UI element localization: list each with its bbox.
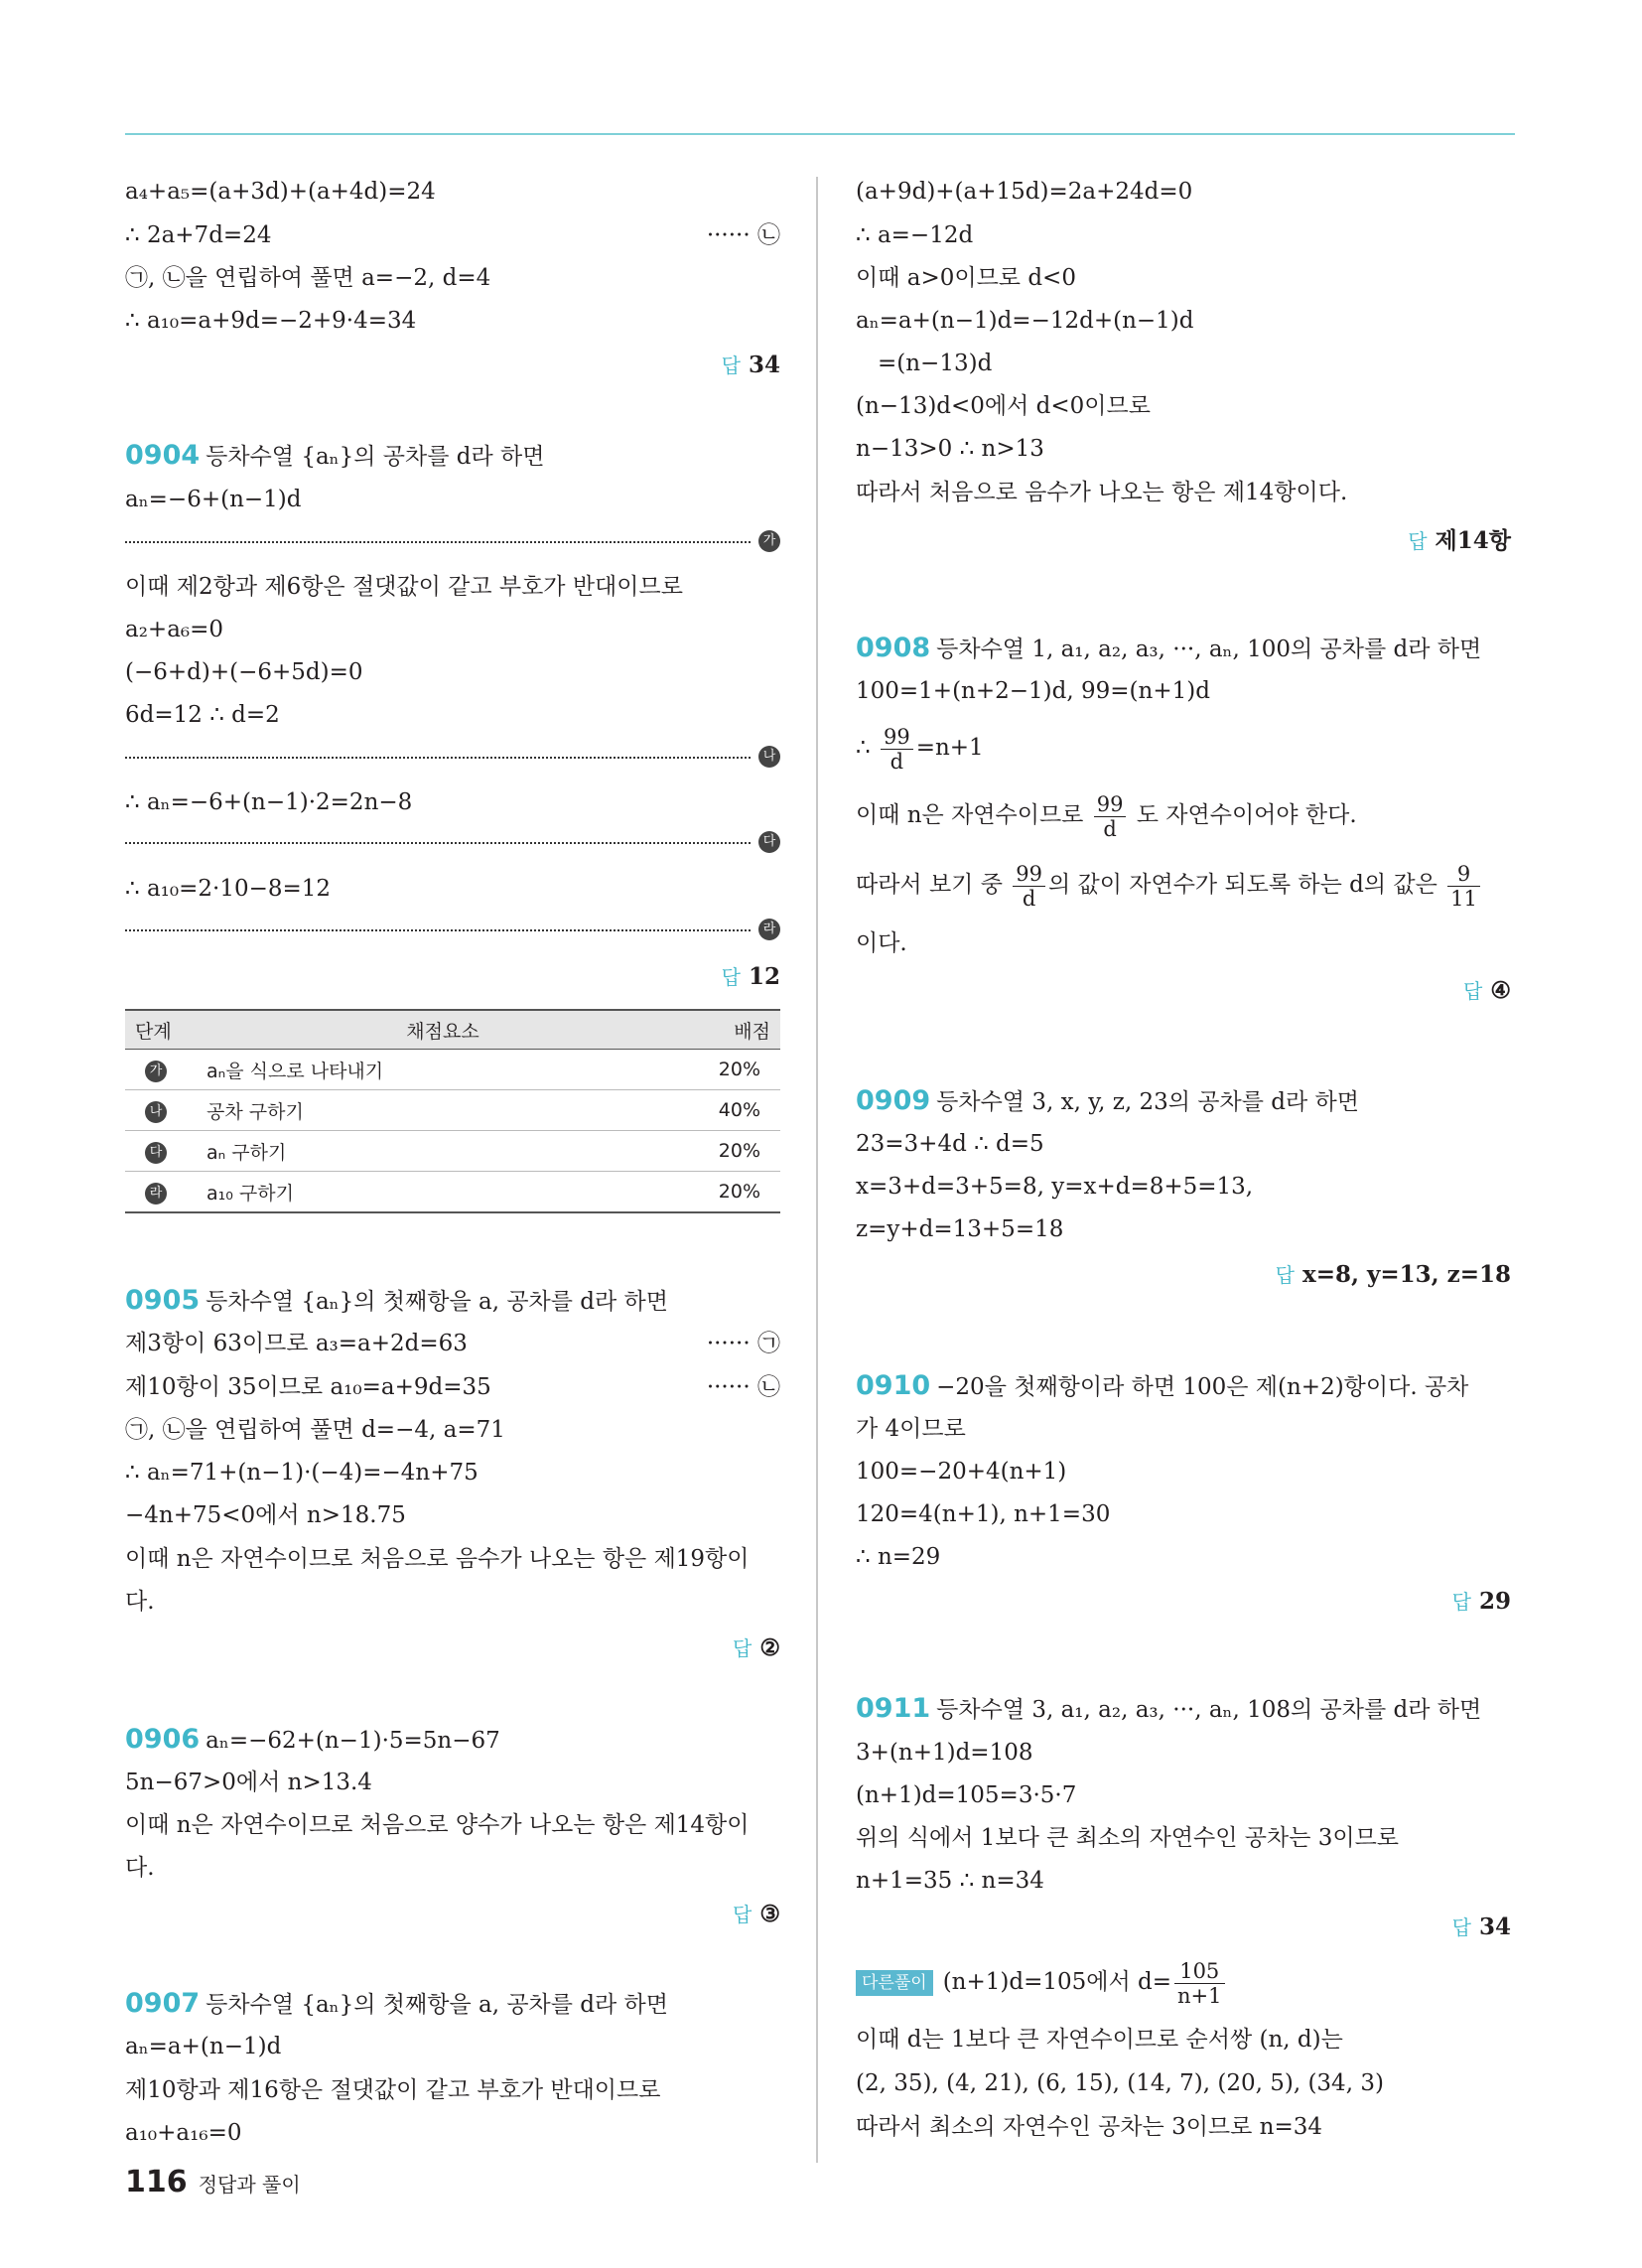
- problem-number: 0905: [125, 1285, 201, 1316]
- answer: [1452, 1586, 1511, 1615]
- text-line: n−13>0 ∴ n>13: [856, 436, 1044, 462]
- text-line: aₙ=a+(n−1)d: [125, 2034, 282, 2059]
- table-row: [125, 1090, 780, 1131]
- alt-solution-line: [856, 1956, 1511, 2008]
- text-line: 6d=12 ∴ d=2: [125, 702, 280, 728]
- text-line: 3+(n+1)d=108: [856, 1740, 1033, 1766]
- text: 등차수열 3, x, y, z, 23의 공차를 d라 하면: [936, 1089, 1359, 1115]
- text-line: 가 4이므로: [856, 1416, 966, 1442]
- column-divider: [816, 177, 818, 2163]
- alt-solution-badge: 다른풀이: [856, 1970, 933, 1996]
- therefore: ∴: [856, 735, 871, 761]
- fraction-denominator: d: [1103, 816, 1117, 841]
- fraction-numerator: 105: [1174, 1959, 1224, 1984]
- fraction-numerator: 99: [1013, 862, 1045, 887]
- problem-number: 0911: [856, 1693, 931, 1724]
- answer-value: 34: [1478, 1914, 1511, 1940]
- step-marker: 나: [758, 746, 780, 768]
- text-line: 5n−67>0에서 n>13.4: [125, 1770, 372, 1795]
- dotted-rule: [125, 757, 751, 759]
- answer-label: 답: [721, 965, 741, 989]
- fraction: [1447, 862, 1480, 911]
- answer: [722, 961, 780, 990]
- step-marker: 나: [145, 1101, 167, 1123]
- answer-label: 답: [721, 354, 741, 377]
- text-line: x=3+d=3+5=8, y=x+d=8+5=13,: [856, 1174, 1254, 1200]
- problem-number: 0908: [856, 633, 931, 663]
- text-line: 따라서 처음으로 음수가 나오는 항은 제14항이다.: [856, 480, 1348, 505]
- column-header: 배점: [680, 1010, 780, 1050]
- answer-value: 12: [748, 963, 780, 990]
- problem-0907-header: [125, 1989, 780, 2020]
- problem-number: 0909: [856, 1085, 931, 1116]
- text: 등차수열 1, a₁, a₂, a₃, ···, aₙ, 100의 공차를 d라 하면: [936, 637, 1482, 662]
- text-line: 따라서 최소의 자연수인 공차는 3이므로 n=34: [856, 2114, 1323, 2140]
- text-line: =(n−13)d: [878, 351, 993, 376]
- answer-value: x=8, y=13, z=18: [1302, 1261, 1511, 1288]
- problem-0906-header: [125, 1725, 780, 1756]
- answer: [1452, 1912, 1511, 1940]
- text-line: [856, 860, 1511, 911]
- equation: 제3항이 63이므로 a₃=a+2d=63: [125, 1331, 468, 1356]
- answer: [722, 350, 780, 378]
- column-header: 단계: [125, 1010, 205, 1050]
- answer-value: 제14항: [1435, 527, 1511, 554]
- text-line: aₙ=−6+(n−1)d: [125, 487, 302, 512]
- text-line: ∴ a₁₀=a+9d=−2+9·4=34: [125, 308, 417, 334]
- text-line: ∴ aₙ=71+(n−1)·(−4)=−4n+75: [125, 1460, 479, 1486]
- text-line: ㉠, ㉡을 연립하여 풀면 d=−4, a=71: [125, 1417, 505, 1443]
- step-marker: 라: [758, 919, 780, 940]
- dotted-rule: [125, 842, 751, 844]
- problem-0909-header: [856, 1086, 1511, 1117]
- text-line: (−6+d)+(−6+5d)=0: [125, 659, 363, 685]
- text-line: 다.: [125, 1855, 155, 1881]
- equation: (n+1)d=105에서 d=: [942, 1969, 1172, 1995]
- answer-value: ③: [759, 1901, 780, 1927]
- table-row: [125, 1172, 780, 1213]
- text: 등차수열 {aₙ}의 첫째항을 a, 공차를 d라 하면: [205, 1289, 668, 1315]
- answer-value: ②: [759, 1634, 780, 1661]
- text-line: (n−13)d<0에서 d<0이므로: [856, 393, 1151, 419]
- step-marker: 가: [758, 530, 780, 552]
- fraction-numerator: 99: [881, 725, 913, 750]
- text-line: 이때 n은 자연수이므로 처음으로 양수가 나오는 항은 제14항이: [125, 1812, 750, 1838]
- fraction: [1013, 862, 1045, 911]
- fraction-denominator: n+1: [1177, 1983, 1222, 2008]
- step-marker: 다: [145, 1142, 167, 1164]
- scoring-table: [125, 1009, 780, 1213]
- text: 등차수열 {aₙ}의 공차를 d라 하면: [205, 444, 545, 470]
- text-line: ∴ n=29: [856, 1544, 941, 1570]
- page-number: 116: [125, 2165, 188, 2199]
- fraction: [1174, 1959, 1224, 2008]
- text: 따라서 보기 중: [856, 872, 1003, 898]
- left-column: [125, 0, 780, 2268]
- page-footer: [125, 2165, 301, 2199]
- text-line: aₙ=a+(n−1)d=−12d+(n−1)d: [856, 308, 1194, 334]
- fraction-denominator: 11: [1450, 886, 1477, 911]
- table-row: [125, 1050, 780, 1090]
- text: −20을 첫째항이라 하면 100은 제(n+2)항이다. 공차: [936, 1374, 1469, 1400]
- text-line: [125, 220, 780, 250]
- answer-value: ④: [1490, 977, 1511, 1004]
- fraction-denominator: d: [889, 749, 904, 774]
- text: 등차수열 3, a₁, a₂, a₃, ···, aₙ, 108의 공차를 d라 하면: [936, 1697, 1482, 1723]
- text-line: a₄+a₅=(a+3d)+(a+4d)=24: [125, 179, 436, 205]
- table-cell: 20%: [680, 1050, 780, 1090]
- text-line: 위의 식에서 1보다 큰 최소의 자연수인 공차는 3이므로: [856, 1825, 1400, 1851]
- problem-number: 0907: [125, 1988, 201, 2019]
- step-marker: 라: [145, 1183, 167, 1205]
- text-line: ∴ a=−12d: [856, 222, 974, 248]
- equation-marker: ······ ㉡: [706, 222, 780, 248]
- text-line: a₂+a₆=0: [125, 617, 224, 642]
- fraction-denominator: d: [1022, 886, 1036, 911]
- text-line: 120=4(n+1), n+1=30: [856, 1501, 1111, 1527]
- text-line: 제10항과 제16항은 절댓값이 같고 부호가 반대이므로: [125, 2077, 661, 2103]
- problem-0905-header: [125, 1286, 780, 1317]
- text-line: [125, 1372, 780, 1402]
- footer-label: 정답과 풀이: [198, 2173, 301, 2197]
- problem-number: 0910: [856, 1370, 931, 1401]
- text-line: 이다.: [856, 930, 907, 956]
- problem-0910-header: [856, 1371, 1511, 1402]
- answer-label: 답: [1463, 979, 1483, 1003]
- text-line: −4n+75<0에서 n>18.75: [125, 1502, 406, 1528]
- table-cell: a₁₀ 구하기: [205, 1172, 680, 1213]
- text-line: 이때 제2항과 제6항은 절댓값이 같고 부호가 반대이므로: [125, 574, 683, 600]
- answer-label: 답: [1451, 1915, 1471, 1939]
- equation: ∴ 2a+7d=24: [125, 222, 272, 248]
- right-column: [856, 0, 1511, 2268]
- text: 등차수열 {aₙ}의 첫째항을 a, 공차를 d라 하면: [205, 1992, 668, 2018]
- step-marker: 가: [145, 1061, 167, 1082]
- equation-marker: ······ ㉡: [706, 1374, 780, 1400]
- equation: 제10항이 35이므로 a₁₀=a+9d=35: [125, 1374, 491, 1400]
- answer: [1463, 975, 1511, 1004]
- text: aₙ=−62+(n−1)·5=5n−67: [205, 1728, 500, 1754]
- problem-0911-header: [856, 1694, 1511, 1725]
- text-line: ∴ a₁₀=2·10−8=12: [125, 876, 332, 902]
- dotted-rule: [125, 929, 751, 931]
- answer-label: 답: [1408, 529, 1428, 553]
- text-line: a₁₀+a₁₆=0: [125, 2120, 242, 2146]
- answer: [1276, 1259, 1511, 1288]
- answer-label: 답: [1275, 1263, 1295, 1287]
- column-header: 채점요소: [205, 1010, 680, 1050]
- answer-label: 답: [733, 1903, 753, 1926]
- table-cell: 20%: [680, 1172, 780, 1213]
- text-line: 23=3+4d ∴ d=5: [856, 1131, 1044, 1157]
- text-line: ㉠, ㉡을 연립하여 풀면 a=−2, d=4: [125, 265, 491, 291]
- fraction-numerator: 9: [1447, 862, 1480, 887]
- text-line: [856, 723, 1511, 774]
- text-line: 100=−20+4(n+1): [856, 1459, 1067, 1485]
- text-line: 100=1+(n+2−1)d, 99=(n+1)d: [856, 678, 1210, 704]
- table-row: [125, 1131, 780, 1172]
- text-line: (n+1)d=105=3·5·7: [856, 1782, 1077, 1808]
- answer-label: 답: [1451, 1590, 1471, 1614]
- table-cell: aₙ을 식으로 나타내기: [205, 1050, 680, 1090]
- table-cell: 40%: [680, 1090, 780, 1131]
- text-line: 다.: [125, 1589, 155, 1615]
- text-line: z=y+d=13+5=18: [856, 1216, 1064, 1242]
- text-line: [125, 1329, 780, 1358]
- text-line: 이때 n은 자연수이므로 처음으로 음수가 나오는 항은 제19항이: [125, 1546, 750, 1572]
- table-cell: 공차 구하기: [205, 1090, 680, 1131]
- text-line: (a+9d)+(a+15d)=2a+24d=0: [856, 179, 1193, 205]
- table-header-row: [125, 1010, 780, 1050]
- answer-value: 29: [1478, 1588, 1511, 1615]
- text: 의 값이 자연수가 되도록 하는 d의 값은: [1047, 872, 1437, 898]
- step-marker: 다: [758, 831, 780, 853]
- text: 이때 n은 자연수이므로: [856, 802, 1084, 828]
- table-cell: aₙ 구하기: [205, 1131, 680, 1172]
- answer: [733, 1632, 780, 1661]
- answer-value: 34: [748, 352, 780, 378]
- answer-label: 답: [733, 1636, 753, 1660]
- fraction: [881, 725, 913, 774]
- equation-marker: ······ ㉠: [706, 1331, 780, 1356]
- text: 도 자연수이어야 한다.: [1136, 802, 1357, 828]
- problem-0904-header: [125, 441, 780, 472]
- text-line: (2, 35), (4, 21), (6, 15), (14, 7), (20, 5), (34, 3): [856, 2070, 1384, 2096]
- text-line: ∴ aₙ=−6+(n−1)·2=2n−8: [125, 789, 413, 815]
- fraction-numerator: 99: [1094, 792, 1127, 817]
- table-cell: 20%: [680, 1131, 780, 1172]
- text-line: 이때 d는 1보다 큰 자연수이므로 순서쌍 (n, d)는: [856, 2027, 1343, 2053]
- answer: [1408, 522, 1511, 555]
- text-line: [856, 790, 1511, 841]
- problem-0908-header: [856, 634, 1511, 664]
- problem-number: 0906: [125, 1724, 201, 1755]
- text-line: n+1=35 ∴ n=34: [856, 1868, 1044, 1894]
- text-line: 이때 a>0이므로 d<0: [856, 265, 1076, 291]
- dotted-rule: [125, 541, 751, 543]
- answer: [733, 1899, 780, 1927]
- problem-number: 0904: [125, 440, 201, 471]
- fraction: [1094, 792, 1127, 841]
- equation: =n+1: [915, 735, 984, 761]
